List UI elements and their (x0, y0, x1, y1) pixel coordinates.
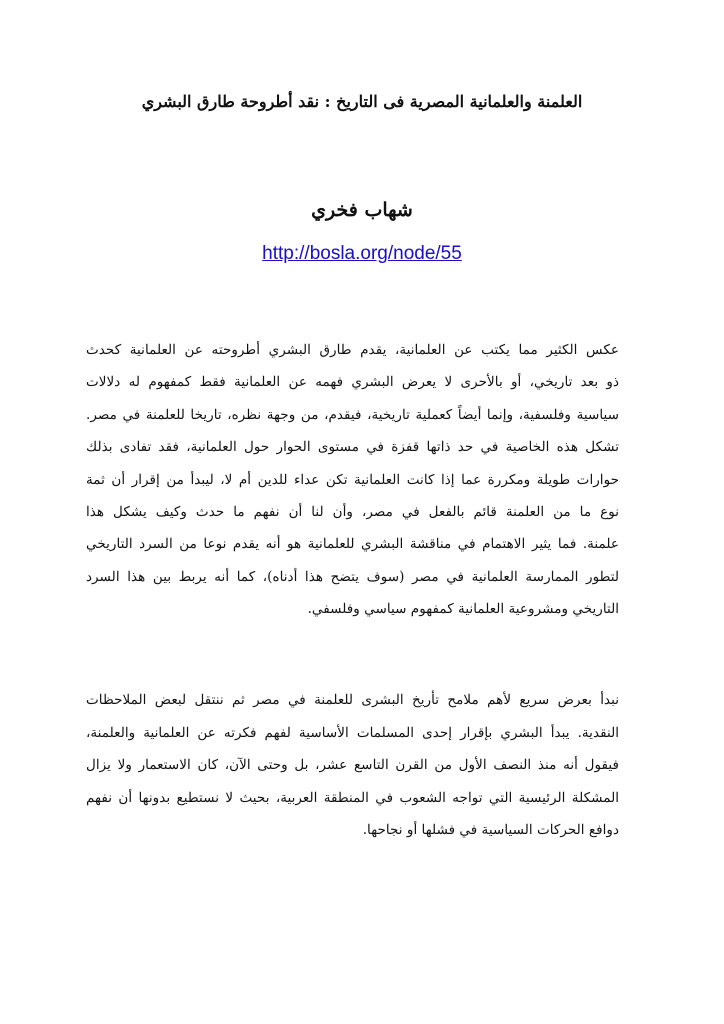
paragraph-1 (86, 334, 619, 626)
paragraph-line: ذو بعد تاريخي، أو بالأحرى لا يعرض البشري فهمه عن العلمانية فقط كمفهوم له دلالات (86, 374, 619, 391)
paragraph-line: النقدية. يبدأ البشري بإقرار إحدى المسلمات الأساسية لفهم فكرته عن العلمانية والعلمنة، (86, 724, 619, 741)
paragraph-line: سياسية وفلسفية، وإنما أيضاً كعملية تاريخية، فيقدم، من وجهة نظره، تاريخا للعلمنة في مصر. (86, 406, 619, 423)
paragraph-line: نوع ما من العلمنة قائم بالفعل في مصر، وأن لنا أن نفهم ما حدث وكيف يشكل هذا (86, 503, 619, 520)
paragraph-line: علمنة. فما يثير الاهتمام في مناقشة البشري للعلمانية هو أنه يقدم نوعا من السرد التاريخي (86, 536, 619, 553)
paragraph-line: تشكل هذه الخاصية في حد ذاتها قفزة في مستوى الحوار حول العلمانية، فقد تفادى بذلك (86, 439, 619, 456)
author-name: شهاب فخري (311, 199, 413, 221)
document-title: العلمنة والعلمانية المصرية فى التاريخ : نقد أطروحة طارق البشري (141, 92, 583, 111)
paragraph-line: حوارات طويلة ومكررة عما إذا كانت العلمانية تكن عداء للدين أم لا، ليبدأ من إقرار أن ثمة (86, 471, 619, 488)
paragraph-line: دوافع الحركات السياسية في فشلها أو نجاحها. (362, 822, 619, 839)
paragraph-line: فيقول أنه منذ النصف الأول من القرن التاسع عشر، بل وحتى الآن، كان الاستعمار ولا يزال (86, 757, 619, 774)
paragraph-line: التاريخي ومشروعية العلمانية كمفهوم سياسي وفلسفي. (307, 601, 619, 618)
paragraph-line: المشكلة الرئيسية التي تواجه الشعوب في المنطقة العربية، بحيث لا نستطيع بدونها أن نفهم (86, 789, 619, 806)
paragraph-line: عكس الكثير مما يكتب عن العلمانية، يقدم طارق البشري أطروحته عن العلمانية كحدث (86, 342, 619, 358)
paragraph-line: نبدأ بعرض سريع لأهم ملامح تأريخ البشرى للعلمنة في مصر ثم ننتقل لبعض الملاحظات (86, 692, 619, 708)
paragraph-2 (86, 684, 619, 847)
paragraph-line: لتطور الممارسة العلمانية في مصر (سوف يتضح هذا أدناه)، كما أنه يربط بين هذا السرد (86, 568, 619, 585)
source-link[interactable]: http://bosla.org/node/55 (262, 243, 462, 264)
